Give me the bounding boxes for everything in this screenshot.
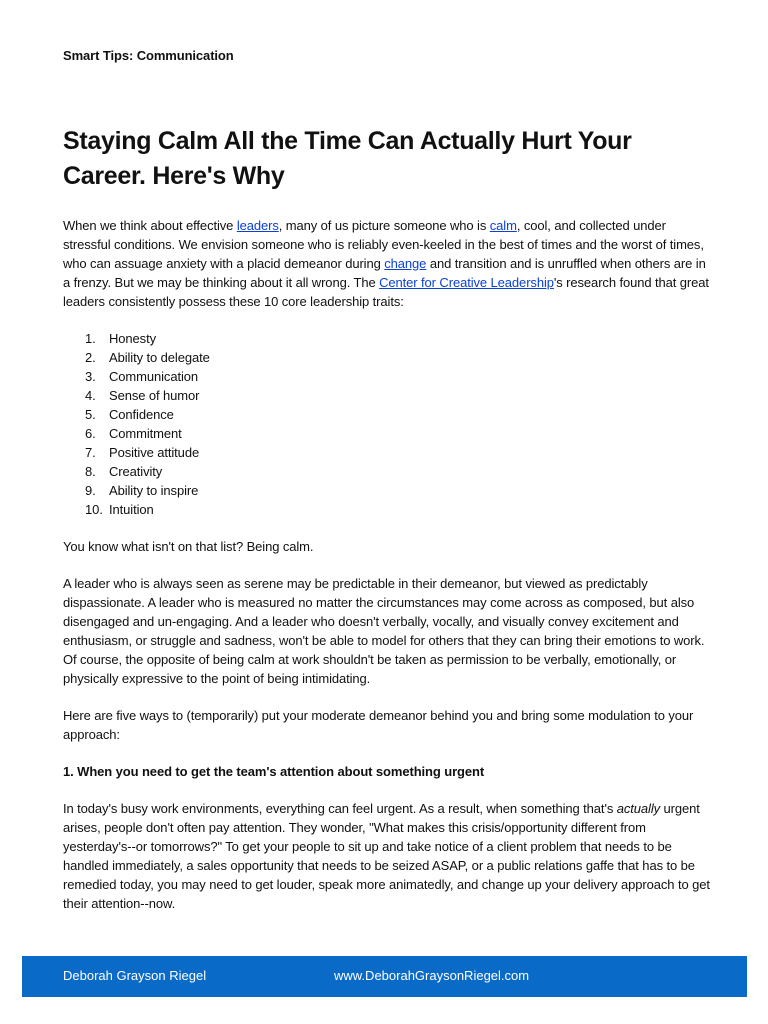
- list-item-number: 8.: [85, 464, 96, 479]
- intro-text-1: When we think about effective: [63, 218, 237, 233]
- list-item-number: 4.: [85, 388, 96, 403]
- list-item-number: 5.: [85, 407, 96, 422]
- list-item-number: 7.: [85, 445, 96, 460]
- list-item-number: 9.: [85, 483, 96, 498]
- list-item-number: 1.: [85, 331, 96, 346]
- list-item-label: Creativity: [109, 464, 163, 479]
- list-item-label: Ability to inspire: [109, 483, 199, 498]
- section-1-text-1: In today's busy work environments, everything can feel urgent. As a result, when something that's: [63, 801, 617, 816]
- list-item: [63, 424, 713, 443]
- list-item: [63, 405, 713, 424]
- list-item: [63, 500, 713, 519]
- list-item: [63, 386, 713, 405]
- intro-text-4: and transition and is unruffled when others are in a frenzy. But we may be thinking about it all wrong. The: [63, 256, 706, 290]
- list-item-label: Sense of humor: [109, 388, 200, 403]
- five-ways-paragraph: Here are five ways to (temporarily) put your moderate demeanor behind you and bring some modulation to your approach:: [63, 708, 694, 742]
- link-leaders[interactable]: leaders: [236, 218, 279, 233]
- intro-paragraph: [63, 216, 713, 311]
- leader-paragraph: A leader who is always seen as serene may be predictable in their demeanor, but viewed as predictably dispassionate. A leader who is measured no matter the circumstances may come across as composed, but also disengaged and un-engaging. And a leader who doesn't verbally, vocally, and visually convey excitement and enthusiasm, or struggle and sadness, won't be able to model for others that they can bring their emotions to work. Of course, the opposite of being calm at work shouldn't be taken as permission to be verbally, emotionally, or physically expressive to the point of being intimidating.: [63, 576, 705, 686]
- list-item-label: Intuition: [109, 502, 154, 517]
- list-item-label: Confidence: [109, 407, 174, 422]
- list-item: [63, 367, 713, 386]
- list-item-label: Communication: [109, 369, 199, 384]
- list-item-number: 6.: [85, 426, 96, 441]
- list-item-label: Commitment: [109, 426, 182, 441]
- list-item: [63, 443, 713, 462]
- list-item: [63, 329, 713, 348]
- intro-text-2: , many of us picture someone who is: [278, 218, 490, 233]
- list-item-number: 2.: [85, 350, 96, 365]
- traits-list: [63, 329, 713, 519]
- article-body: [63, 216, 713, 931]
- section-1-emphasis: actually: [616, 801, 661, 816]
- footer-bar: [22, 956, 747, 997]
- intro-text-5: 's research found that great leaders consistently possess these 10 core leadership traits:: [63, 275, 709, 309]
- section-1-text-2: urgent arises, people don't often pay attention. They wonder, "What makes this crisis/opportunity different from yesterday's--or tomorrows?" To get your people to sit up and take notice of a client problem that needs to be handled immediately, a sales opportunity that needs to be seized ASAP, or a public relations gaffe that has to be remedied today, you may need to get louder, speak more animatedly, and change up your delivery approach to get their attention--now.: [63, 801, 710, 911]
- list-question-paragraph: You know what isn't on that list? Being calm.: [63, 539, 314, 554]
- list-item: [63, 462, 713, 481]
- list-item-number: 3.: [85, 369, 96, 384]
- footer-website[interactable]: www.DeborahGraysonRiegel.com: [334, 968, 530, 983]
- intro-text-3: , cool, and collected under stressful conditions. We envision someone who is reliably even-keeled in the best of times and the worst of times, who can assuage anxiety with a placid demeanor during: [63, 218, 704, 271]
- list-item-label: Honesty: [109, 331, 156, 346]
- header-label: Smart Tips: Communication: [63, 48, 234, 63]
- link-center-for-creative-leadership[interactable]: Center for Creative Leadership: [379, 275, 554, 290]
- section-1-paragraph: [63, 799, 713, 913]
- footer-author: Deborah Grayson Riegel: [63, 968, 207, 983]
- list-item-label: Positive attitude: [109, 445, 200, 460]
- list-item-number: 10.: [85, 502, 103, 517]
- link-change[interactable]: change: [384, 256, 427, 271]
- list-item: [63, 348, 713, 367]
- link-calm[interactable]: calm: [489, 218, 517, 233]
- section-1-heading: 1. When you need to get the team's attention about something urgent: [63, 764, 485, 779]
- article-title: Staying Calm All the Time Can Actually Hurt Your Career. Here's Why: [63, 127, 632, 190]
- list-item-label: Ability to delegate: [109, 350, 210, 365]
- list-item: [63, 481, 713, 500]
